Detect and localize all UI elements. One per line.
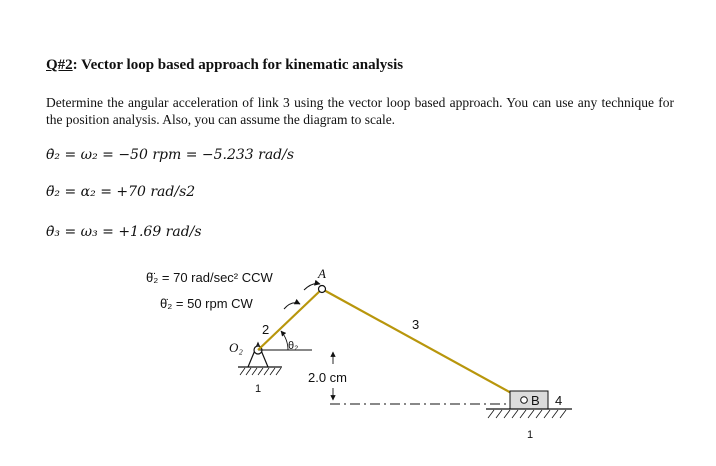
link-2-label: 2 <box>262 322 270 337</box>
ground-1-left-label: 1 <box>255 383 262 395</box>
alpha2-arrow <box>304 284 320 290</box>
equation-omega2: θ̇₂ = ω₂ = −50 rpm = −5.233 rad/s <box>46 147 295 163</box>
alpha2-label: θ̈₂ = 70 rad/sec² CCW <box>146 270 273 285</box>
pivot-o2 <box>248 343 268 367</box>
offset-label: 2.0 cm <box>308 370 348 385</box>
theta2-arc <box>281 331 288 350</box>
omega2-arrow <box>284 303 300 309</box>
link-3 <box>322 289 524 400</box>
point-b-label: B <box>531 393 540 408</box>
ground-1-right-label: 1 <box>527 429 534 441</box>
equation-alpha2: θ̈₂ = α₂ = +70 rad/s2 <box>46 184 196 200</box>
question-title: : Vector loop based approach for kinematic analysis <box>72 57 404 73</box>
theta2-label: θ₂ <box>288 340 299 352</box>
ground-slider <box>486 409 572 418</box>
pin-a <box>319 286 326 293</box>
ground-o2 <box>238 367 282 375</box>
point-a-label: A <box>318 266 326 281</box>
omega2-label: θ̇₂ = 50 rpm CW <box>160 296 253 311</box>
question-number: Q#2 <box>46 57 73 73</box>
equation-omega3: θ̇₃ = ω₃ = +1.69 rad/s <box>46 224 202 240</box>
slider-block <box>510 391 548 409</box>
question-description: Determine the angular acceleration of link 3 using the vector loop based approach. You can use any technique for the position analysis. Also, you can assume the diagram to scale. <box>46 95 674 127</box>
link-3-label: 3 <box>412 317 420 332</box>
link-4-label: 4 <box>555 393 563 408</box>
pin-b <box>521 397 528 404</box>
pivot-o2-label: O₂ <box>229 340 243 355</box>
